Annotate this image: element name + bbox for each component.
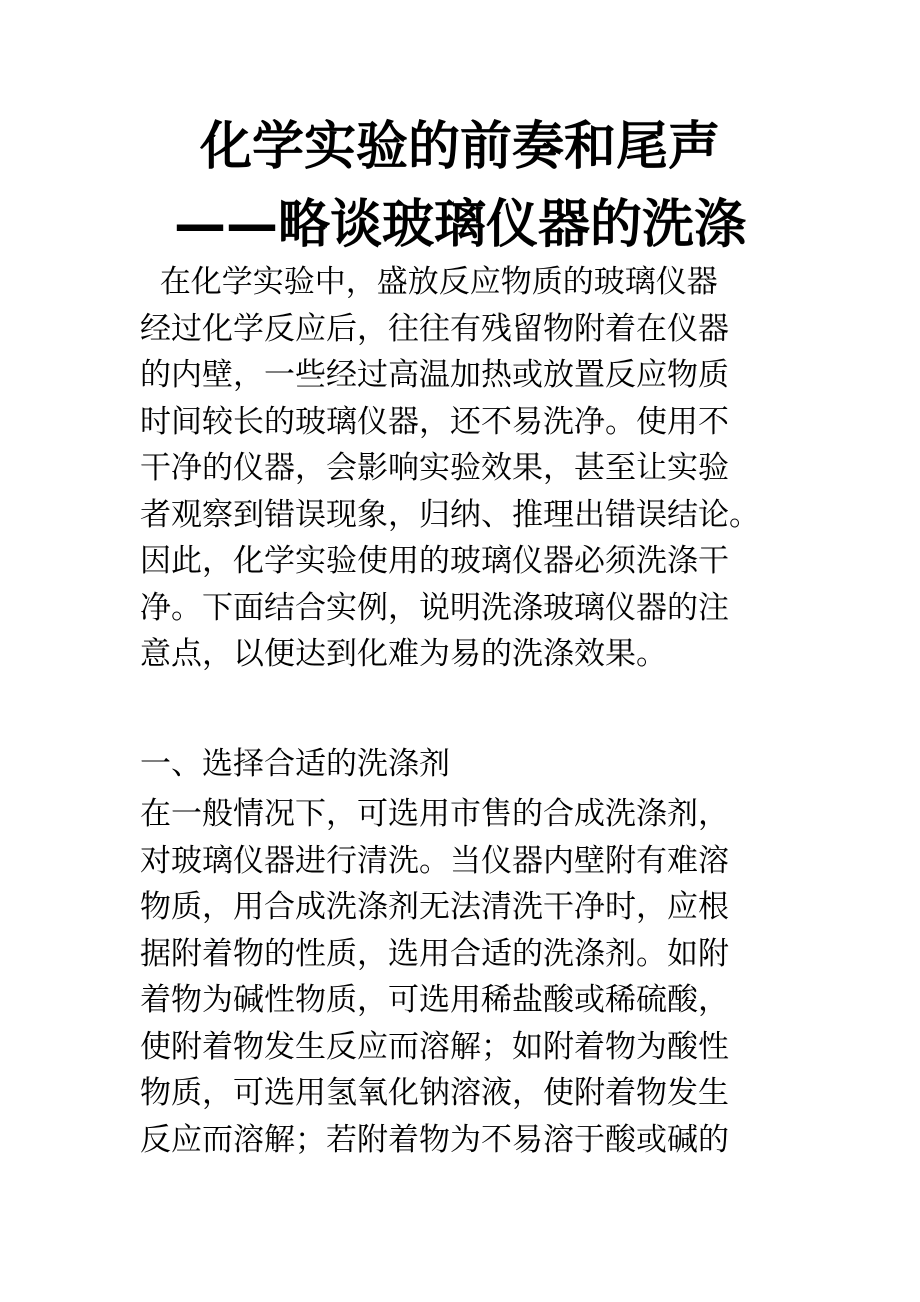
section1-paragraph <box>140 791 785 1163</box>
intro-paragraph <box>140 259 785 678</box>
paragraph-line: 干净的仪器，会影响实验效果，甚至让实验 <box>140 450 729 486</box>
paragraph-line: 净。下面结合实例，说明洗涤玻璃仪器的注 <box>140 589 729 626</box>
paragraph-line: 物质，可选用氢氧化钠溶液，使附着物发生 <box>140 1075 729 1111</box>
paragraph-line: 在化学实验中，盛放反应物质的玻璃仪器 <box>140 264 718 300</box>
paragraph-line: 意点，以便达到化难为易的洗涤效果。 <box>140 636 667 672</box>
paragraph-line: 据附着物的性质，选用合适的洗涤剂。如附 <box>140 935 729 972</box>
paragraph-line: 对玻璃仪器进行清洗。当仪器内壁附有难溶 <box>140 842 729 879</box>
document-title: 化学实验的前奏和尾声 <box>199 117 720 177</box>
paragraph-line: 使附着物发生反应而溶解；如附着物为酸性 <box>140 1028 729 1065</box>
paragraph-line: 时间较长的玻璃仪器，还不易洗净。使用不 <box>140 403 729 440</box>
paragraph-line: 的内壁，一些经过高温加热或放置反应物质 <box>140 357 729 393</box>
paragraph-line: 反应而溶解；若附着物为不易溶于酸或碱的 <box>140 1121 729 1158</box>
section-heading-text: 一、选择合适的洗涤剂 <box>140 746 450 782</box>
paragraph-line: 经过化学反应后，往往有残留物附着在仪器 <box>140 310 729 347</box>
paragraph-line: 因此，化学实验使用的玻璃仪器必须洗涤干 <box>140 543 729 579</box>
paragraph-line: 物质，用合成洗涤剂无法清洗干净时，应根 <box>140 889 729 925</box>
document-subtitle: ——略谈玻璃仪器的洗涤 <box>173 195 746 255</box>
section-heading <box>140 741 785 788</box>
paragraph-line: 者观察到错误现象，归纳、推理出错误结论。 <box>140 496 760 533</box>
paragraph-line: 着物为碱性物质，可选用稀盐酸或稀硫酸， <box>140 982 729 1018</box>
paragraph-line: 在一般情况下，可选用市售的合成洗涤剂， <box>140 796 729 832</box>
